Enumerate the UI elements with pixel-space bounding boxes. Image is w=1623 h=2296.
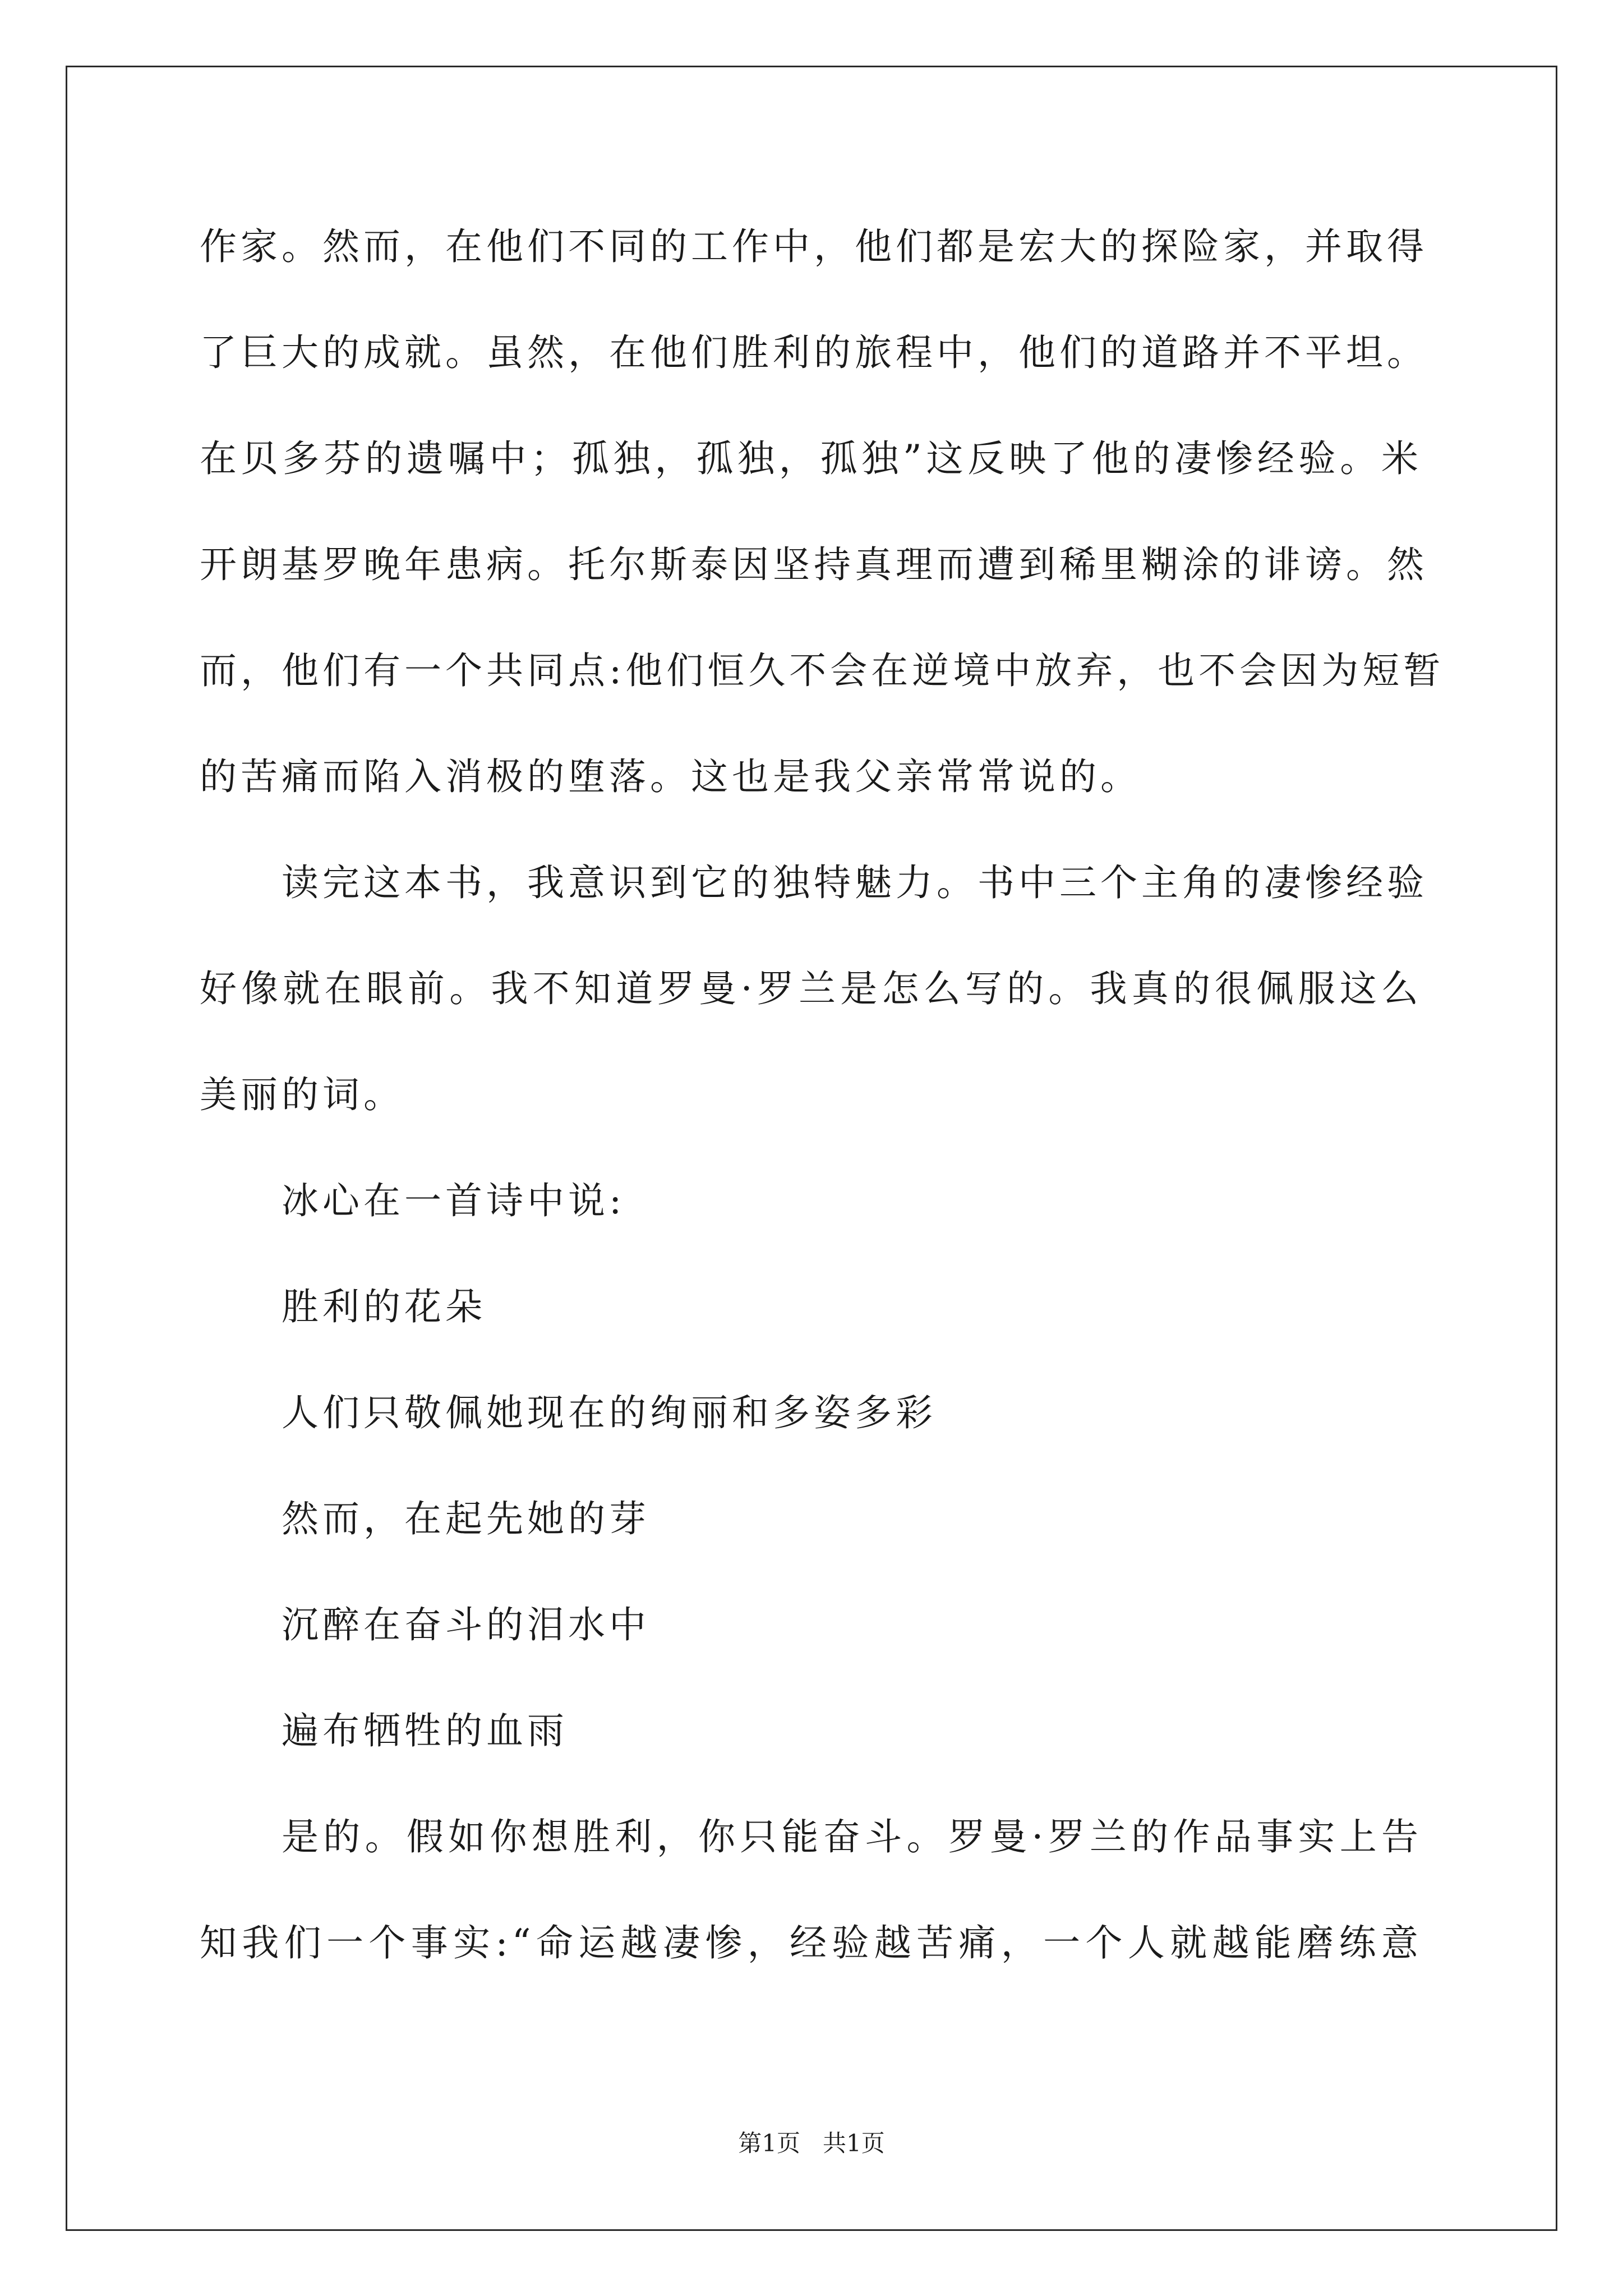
poem-line: 人们只敬佩她现在的绚丽和多姿多彩 — [282, 1391, 937, 1434]
poem-line: 遍布牺牲的血雨 — [282, 1709, 568, 1752]
text-line: 好像就在眼前。我不知道罗曼·罗兰是怎么写的。我真的很佩服这么 — [200, 967, 1422, 1010]
text-line: 作家。然而，在他们不同的工作中，他们都是宏大的探险家，并取得 — [200, 225, 1428, 268]
poem-line: 然而，在起先她的芽 — [282, 1497, 650, 1540]
text-line: 在贝多芬的遗嘱中；孤独，孤独，孤独”这反映了他的凄惨经验。米 — [200, 437, 1422, 480]
paragraph-start-line: 是的。假如你想胜利，你只能奋斗。罗曼·罗兰的作品事实上告 — [282, 1815, 1422, 1858]
paragraph-start-line: 冰心在一首诗中说: — [282, 1179, 626, 1222]
text-line: 了巨大的成就。虽然，在他们胜利的旅程中，他们的道路并不平坦。 — [200, 331, 1428, 374]
page-number-footer: 第1页 共1页 — [738, 2129, 885, 2157]
text-line: 的苦痛而陷入消极的堕落。这也是我父亲常常说的。 — [200, 755, 1141, 798]
text-line: 美丽的词。 — [200, 1073, 404, 1116]
text-line: 而，他们有一个共同点:他们恒久不会在逆境中放弃，也不会因为短暂 — [200, 649, 1445, 692]
document-body — [200, 222, 1445, 2024]
poem-line: 沉醉在奋斗的泪水中 — [282, 1603, 650, 1646]
paragraph-start-line: 读完这本书，我意识到它的独特魅力。书中三个主角的凄惨经验 — [282, 861, 1428, 904]
text-line: 开朗基罗晚年患病。托尔斯泰因坚持真理而遭到稀里糊涂的诽谤。然 — [200, 543, 1428, 586]
text-line: 知我们一个事实:“命运越凄惨，经验越苦痛，一个人就越能磨练意 — [200, 1921, 1422, 1964]
poem-line: 胜利的花朵 — [282, 1285, 486, 1328]
